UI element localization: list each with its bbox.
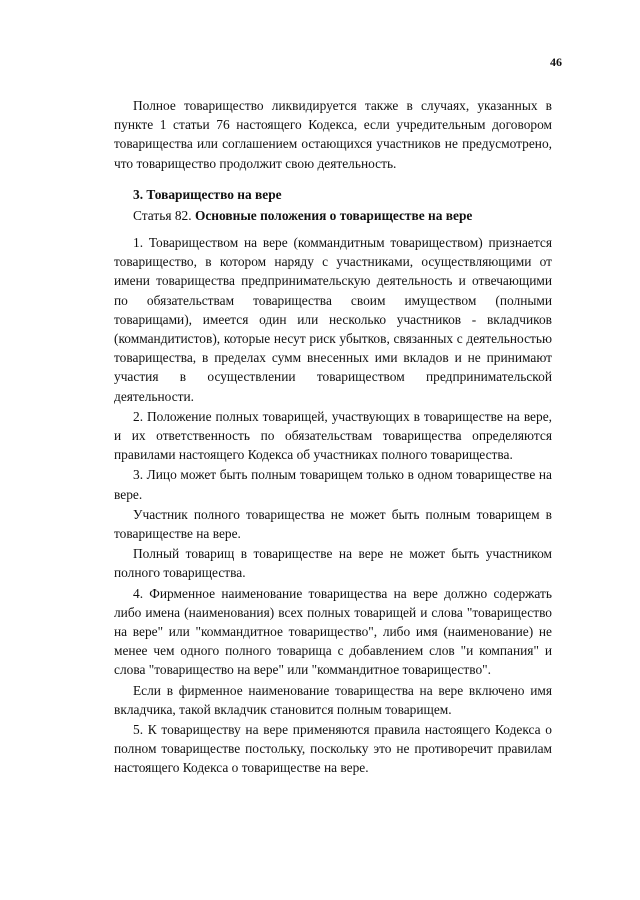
paragraph-4a: Если в фирменное наименование товарищества на вере включено имя вкладчика, такой вкладчик становится полным товарищем. bbox=[114, 682, 552, 717]
paragraph-2: 2. Положение полных товарищей, участвующих в товариществе на вере, и их ответственность по обязательствам товарищества определяются правилами настоящего Кодекса об участниках полного товарищества. bbox=[114, 408, 552, 463]
article-prefix: Статья 82. bbox=[133, 208, 192, 223]
section-title: 3. Товарищество на вере bbox=[133, 187, 282, 202]
intro-block bbox=[114, 96, 552, 173]
page-number: 46 bbox=[550, 55, 562, 69]
intro-paragraph: Полное товарищество ликвидируется также в случаях, указанных в пункте 1 статьи 76 настоящего Кодекса, если учредительным договором товарищества или соглашением остающихся участников не предусмотрено, что товарищество продолжит свою деятельность. bbox=[114, 98, 552, 171]
article-heading bbox=[133, 208, 472, 224]
paragraph-1: 1. Товариществом на вере (коммандитным товариществом) признается товарищество, в котором наряду с участниками, осуществляющими от имени товарищества предпринимательскую деятельность и отвечающими по обязательствам товарищества своим имуществом (полными товарищами), имеется один или несколько участников - вкладчиков (коммандитистов), которые несут риск убытков, связанных с деятельностью товарищества, в пределах сумм внесенных ими вкладов и не принимают участия в осуществлении товариществом предпринимательской деятельности. bbox=[114, 235, 552, 404]
paragraph-3b: Полный товарищ в товариществе на вере не может быть участником полного товарищества. bbox=[114, 546, 552, 581]
paragraph-4: 4. Фирменное наименование товарищества на вере должно содержать либо имена (наименования) всех полных товарищей и слова "товарищество на вере" или "коммандитное товарищество", либо имя (наименование) не менее чем одного полного товарища с добавлением слов "и компания" и слова "товарищество на вере" или "коммандитное товарищество". bbox=[114, 585, 552, 678]
paragraph-3: 3. Лицо может быть полным товарищем только в одном товариществе на вере. bbox=[114, 467, 552, 502]
paragraph-5: 5. К товариществу на вере применяются правила настоящего Кодекса о полном товариществе постольку, поскольку это не противоречит правилам настоящего Кодекса о товариществе на вере. bbox=[114, 722, 552, 776]
article-title: Основные положения о товариществе на вере bbox=[194, 208, 473, 223]
article-body bbox=[114, 233, 552, 778]
paragraph-3a: Участник полного товарищества не может быть полным товарищем в товариществе на вере. bbox=[114, 506, 552, 542]
